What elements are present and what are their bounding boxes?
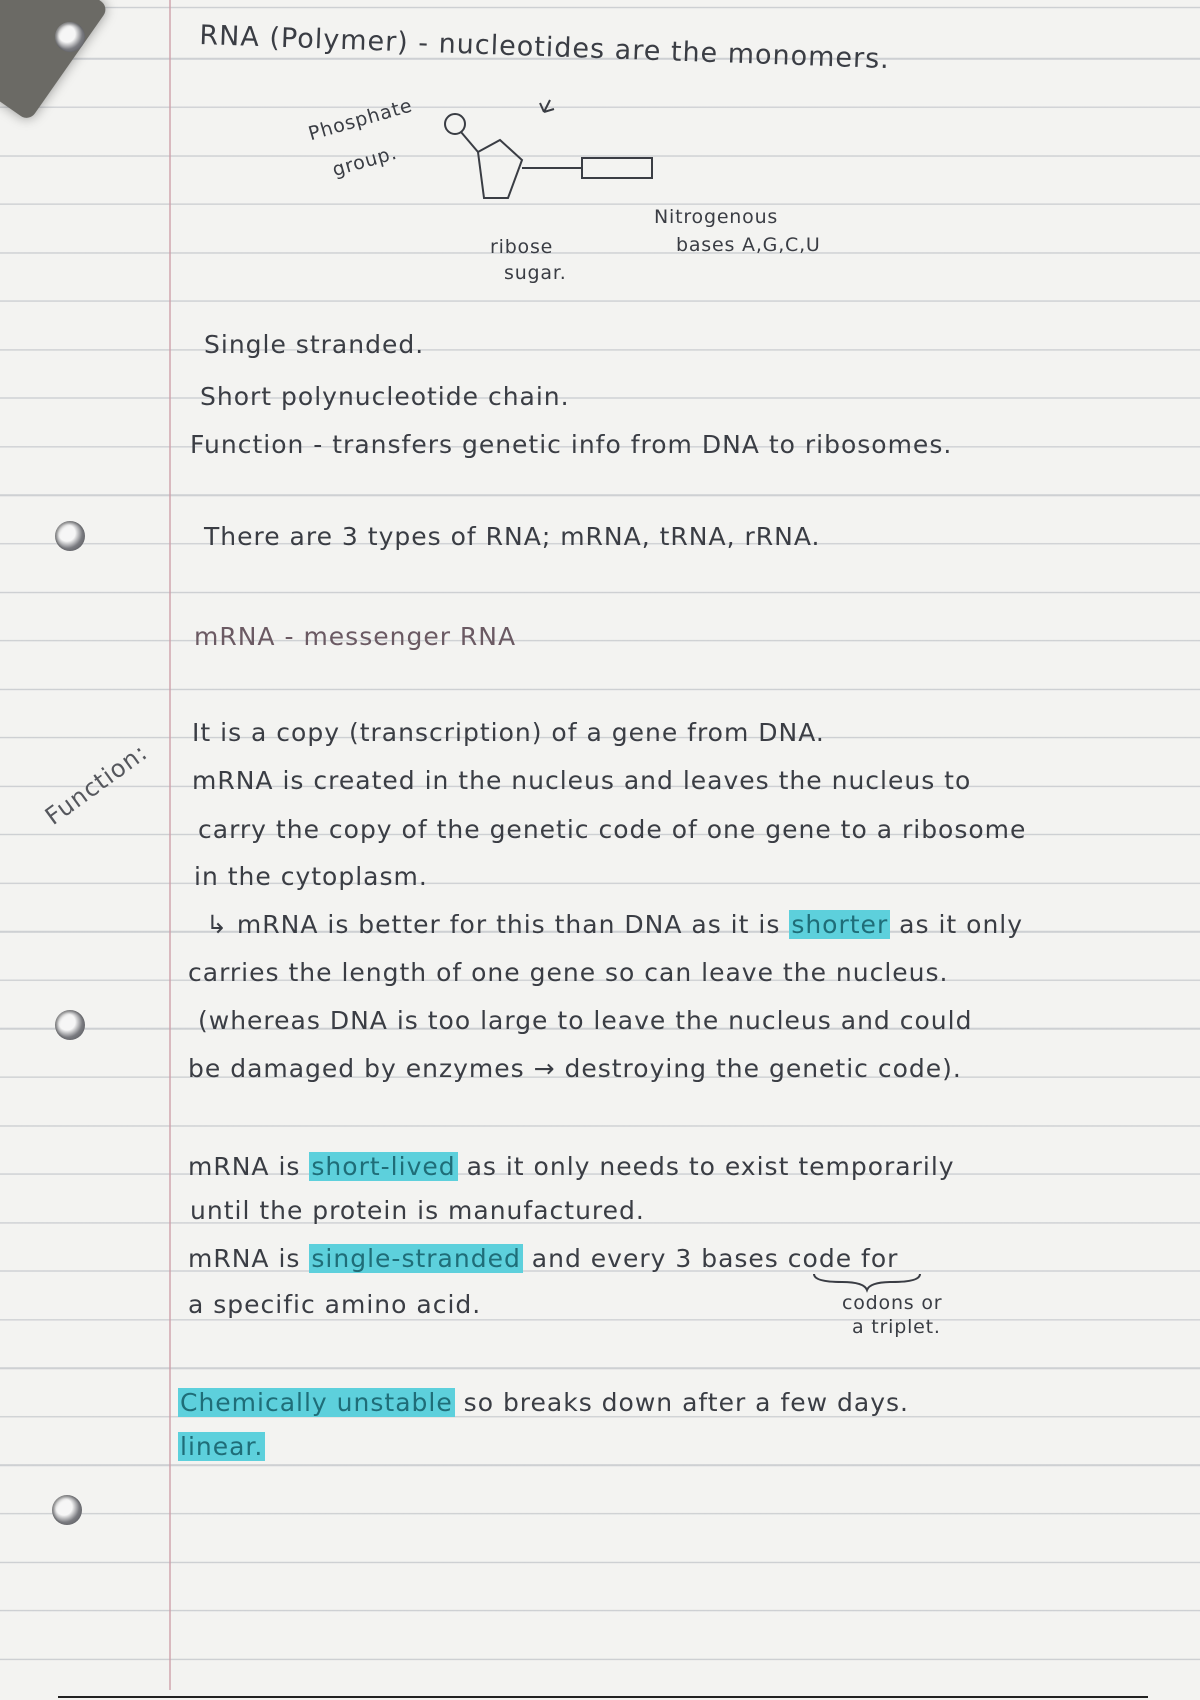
- phosphate-circle: [445, 114, 465, 134]
- text-segment: mRNA is: [188, 1152, 301, 1181]
- highlight: shorter: [791, 910, 889, 939]
- page-corner-shadow: [0, 0, 109, 122]
- text-segment: so breaks down after a few days.: [463, 1388, 909, 1417]
- codons-label-2: a triplet.: [852, 1316, 941, 1338]
- note-line: Function - transfers genetic info from DNA to ribosomes.: [190, 430, 953, 459]
- note-line: [188, 1244, 898, 1273]
- highlight: single-stranded: [311, 1244, 521, 1273]
- punch-hole: [55, 22, 85, 52]
- note-line: (whereas DNA is too large to leave the nucleus and could: [198, 1006, 973, 1035]
- punch-hole: [55, 521, 85, 551]
- note-line: be damaged by enzymes → destroying the genetic code).: [188, 1054, 962, 1083]
- highlight: Chemically unstable: [180, 1388, 453, 1417]
- note-line: Single stranded.: [204, 330, 425, 359]
- highlight: short-lived: [311, 1152, 456, 1181]
- phosphate-label: Phosphate: [306, 94, 416, 146]
- punch-hole: [52, 1495, 82, 1525]
- base-label: Nitrogenous: [654, 206, 779, 228]
- note-line: in the cytoplasm.: [194, 862, 428, 891]
- note-line: It is a copy (transcription) of a gene from DNA.: [192, 718, 825, 747]
- base-label-2: bases A,G,C,U: [676, 234, 821, 256]
- bottom-rule: [58, 1696, 1148, 1698]
- text-segment: code for: [787, 1244, 899, 1273]
- text-segment: as it only needs to exist temporarily: [466, 1152, 955, 1181]
- text-segment: mRNA is: [188, 1244, 301, 1273]
- sugar-label-2: sugar.: [504, 262, 567, 284]
- codons-label: codons or: [842, 1292, 943, 1314]
- brace-icon: [812, 1272, 922, 1292]
- margin-label: Function:: [40, 737, 153, 831]
- note-line: [206, 910, 1023, 939]
- phosphate-bond: [461, 132, 478, 152]
- punch-hole: [55, 1010, 85, 1040]
- section-heading: mRNA - messenger RNA: [194, 622, 517, 651]
- nucleotide-diagram: [440, 100, 640, 190]
- page-title: RNA (Polymer) - nucleotides are the monomers.: [198, 20, 891, 76]
- note-line: [178, 1388, 909, 1417]
- note-line: mRNA is created in the nucleus and leaves the nucleus to: [192, 766, 972, 795]
- text-segment: as it only: [899, 910, 1024, 939]
- text-segment: ↳ mRNA is better for this than DNA as it is: [206, 910, 781, 939]
- base-rect: [582, 158, 652, 178]
- pentose-ring: [478, 140, 522, 198]
- margin-line: [169, 0, 171, 1690]
- note-line: [188, 1152, 955, 1181]
- highlight: linear.: [180, 1432, 264, 1461]
- note-line: [178, 1432, 265, 1461]
- sugar-label: ribose: [490, 236, 554, 258]
- note-line: Short polynucleotide chain.: [200, 382, 570, 411]
- phosphate-label-2: group.: [330, 141, 400, 182]
- arrow-icon: [540, 100, 554, 112]
- note-line: a specific amino acid.: [188, 1290, 482, 1319]
- note-line: carries the length of one gene so can leave the nucleus.: [188, 958, 949, 987]
- note-line: until the protein is manufactured.: [190, 1196, 645, 1225]
- note-line: carry the copy of the genetic code of one gene to a ribosome: [198, 815, 1027, 844]
- note-line: There are 3 types of RNA; mRNA, tRNA, rRNA.: [204, 522, 821, 551]
- text-segment: and every: [531, 1244, 667, 1273]
- text-segment: 3 bases: [675, 1244, 779, 1273]
